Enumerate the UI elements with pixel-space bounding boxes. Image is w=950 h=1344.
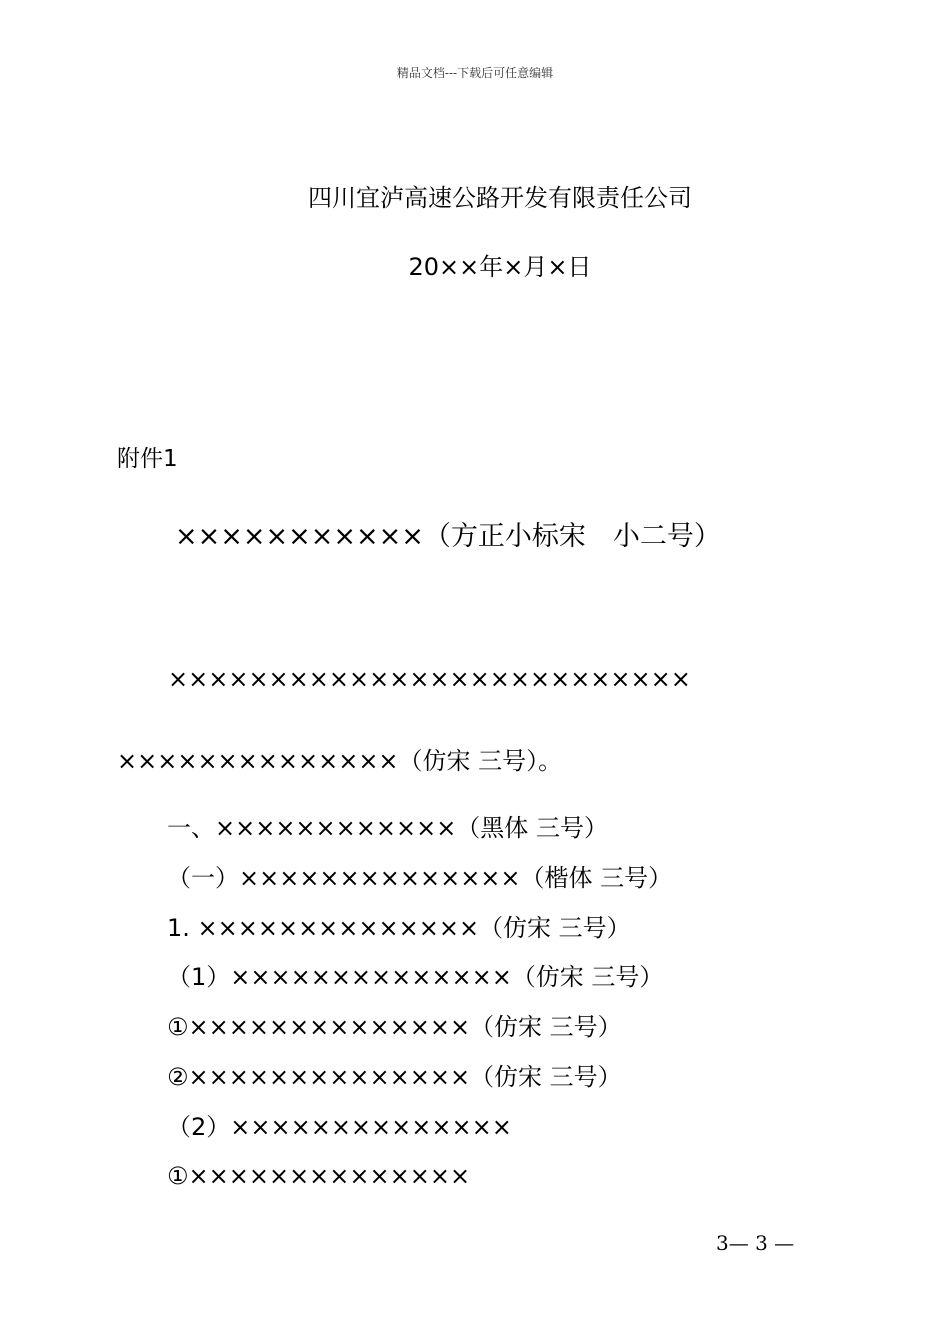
outline-level-5-item: ①××××××××××××××（仿宋 三号） (167, 1013, 622, 1041)
attachment-label: 附件1 (117, 446, 178, 472)
document-date: 20××年×月×日 (408, 253, 592, 281)
header-note: 精品文档---下载后可任意编辑 (396, 66, 554, 80)
paragraph-line-2: ××××××××××××××（仿宋 三号）。 (117, 747, 563, 775)
company-name: 四川宜泸高速公路开发有限责任公司 (308, 184, 692, 212)
outline-level-1-heading: 一、××××××××××××（黑体 三号） (167, 814, 608, 842)
outline-level-3-heading: 1. ××××××××××××××（仿宋 三号） (167, 914, 631, 942)
outline-level-5-item: ①×××××××××××××× (167, 1162, 471, 1190)
paragraph-line-1: ×××××××××××××××××××××××××× (168, 665, 691, 693)
outline-level-5-item: ②××××××××××××××（仿宋 三号） (167, 1063, 622, 1091)
document-title: ×××××××××××（方正小标宋 小二号） (175, 521, 721, 552)
page-number: 3— 3 — (716, 1231, 795, 1255)
outline-level-4-heading: （2）×××××××××××××× (167, 1113, 512, 1141)
outline-level-2-heading: （一）××××××××××××××（楷体 三号） (167, 864, 673, 892)
outline-level-4-heading: （1）××××××××××××××（仿宋 三号） (167, 963, 664, 991)
